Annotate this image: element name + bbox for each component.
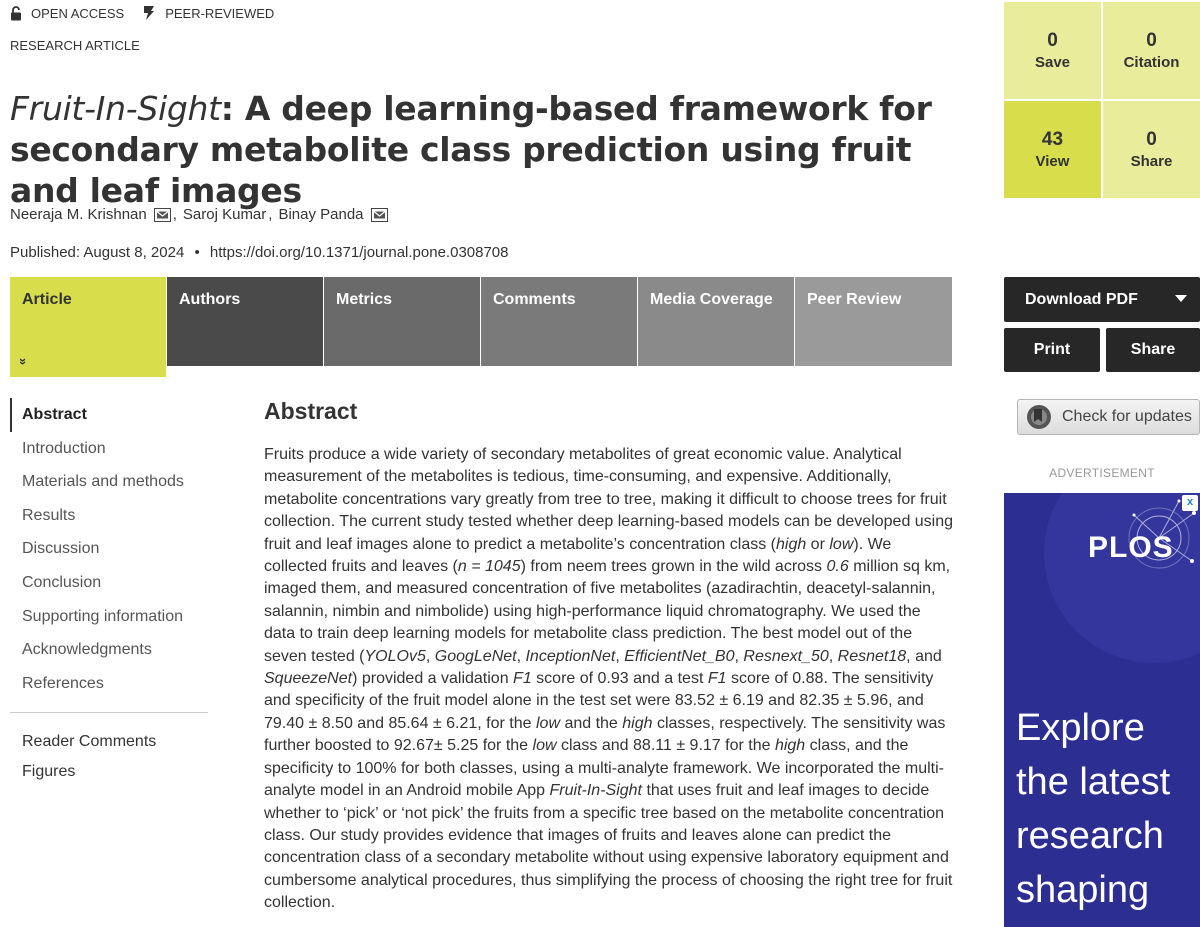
advertisement-label: ADVERTISEMENT xyxy=(1049,466,1155,480)
author-name[interactable]: Binay Panda xyxy=(278,206,364,223)
download-pdf-label: Download PDF xyxy=(1025,290,1138,308)
mail-icon[interactable] xyxy=(371,208,388,222)
tab-label: Media Coverage xyxy=(650,291,773,308)
tab-label: Authors xyxy=(179,291,241,308)
publication-info xyxy=(10,244,515,261)
tab-label: Article xyxy=(22,291,72,308)
tab-peer-review[interactable] xyxy=(795,277,952,366)
open-lock-icon xyxy=(10,6,22,21)
metric-value: 0 xyxy=(1146,30,1157,51)
toc-item-figures[interactable]: Figures xyxy=(22,762,76,780)
metric-save[interactable] xyxy=(1004,2,1101,99)
author-name[interactable]: Saroj Kumar xyxy=(182,206,267,223)
open-access-label: OPEN ACCESS xyxy=(31,5,125,21)
toc-item-introduction[interactable]: Introduction xyxy=(22,439,106,457)
toc-item-reader-comments[interactable]: Reader Comments xyxy=(22,733,157,751)
toc-divider xyxy=(10,712,208,713)
author-item[interactable] xyxy=(183,206,266,223)
tab-label: Metrics xyxy=(336,291,393,308)
metric-share[interactable] xyxy=(1103,101,1200,198)
metric-view[interactable] xyxy=(1004,101,1101,198)
peer-reviewed-badge xyxy=(142,5,274,21)
toc-item-discussion[interactable]: Discussion xyxy=(22,540,100,558)
chevron-down-icon: » xyxy=(16,357,32,366)
bullet-separator: • xyxy=(194,244,200,261)
check-for-updates-label: Check for updates xyxy=(1062,408,1192,425)
title-italic: Fruit-In-Sight xyxy=(10,89,221,128)
tab-label: Comments xyxy=(493,291,576,308)
close-icon[interactable]: x xyxy=(1182,495,1198,511)
metric-label: Citation xyxy=(1123,54,1180,71)
toc-item-materials-and-methods[interactable]: Materials and methods xyxy=(22,473,184,491)
article-metrics xyxy=(1004,2,1200,198)
peer-reviewed-label: PEER-REVIEWED xyxy=(165,5,275,21)
tab-comments[interactable] xyxy=(481,277,637,366)
access-badges xyxy=(10,4,292,22)
article-title xyxy=(10,88,950,211)
doi-link[interactable]: https://doi.org/10.1371/journal.pone.0308708 xyxy=(209,244,509,261)
table-of-contents xyxy=(10,398,208,786)
author-list xyxy=(10,206,388,223)
toc-item-references[interactable]: References xyxy=(22,674,104,692)
open-access-badge xyxy=(10,6,124,21)
plos-logo: PLOS xyxy=(1088,531,1174,564)
abstract-heading: Abstract xyxy=(264,398,358,424)
metric-value: 0 xyxy=(1146,129,1157,150)
tab-media-coverage[interactable] xyxy=(638,277,794,366)
metric-label: View xyxy=(1035,153,1070,170)
caret-down-icon[interactable] xyxy=(1175,295,1187,302)
tab-metrics[interactable] xyxy=(324,277,480,366)
author-separator: , xyxy=(172,206,177,223)
toc-item-acknowledgments[interactable]: Acknowledgments xyxy=(22,641,152,659)
metric-value: 43 xyxy=(1041,129,1064,150)
crossmark-icon xyxy=(1026,404,1052,430)
title-rest: : A deep learning-based framework for secondary metabolite class prediction using fruit and leaf images xyxy=(10,89,932,210)
toc-item-abstract[interactable]: Abstract xyxy=(10,398,208,432)
download-pdf-button[interactable] xyxy=(1004,277,1200,322)
author-name[interactable]: Neeraja M. Krishnan xyxy=(10,206,147,223)
tab-article[interactable] xyxy=(10,277,166,377)
author-item[interactable] xyxy=(278,206,387,223)
toc-item-conclusion[interactable]: Conclusion xyxy=(22,573,102,591)
article-tabs xyxy=(10,277,953,377)
toc-item-supporting-information[interactable]: Supporting information xyxy=(22,607,183,625)
action-buttons xyxy=(1004,328,1200,372)
print-button[interactable]: Print xyxy=(1004,328,1100,372)
metric-label: Share xyxy=(1130,153,1173,170)
tab-label: Peer Review xyxy=(807,291,902,308)
mail-icon[interactable] xyxy=(154,208,171,222)
tab-authors[interactable] xyxy=(167,277,323,366)
ad-tagline: Explore the latest research shaping xyxy=(1016,707,1171,911)
author-separator: , xyxy=(268,206,273,223)
check-for-updates-button[interactable] xyxy=(1017,399,1200,435)
share-button[interactable]: Share xyxy=(1106,328,1200,372)
advertisement-banner[interactable] xyxy=(1004,493,1200,927)
toc-item-results[interactable]: Results xyxy=(22,506,76,524)
article-type: RESEARCH ARTICLE xyxy=(10,38,140,53)
metric-citation[interactable] xyxy=(1103,2,1200,99)
author-item[interactable] xyxy=(10,206,171,223)
peer-reviewed-icon xyxy=(142,5,156,21)
abstract-text: Fruits produce a wide variety of secondary metabolites of great economic value. Analytical measurement of the metabolites is tedious, time-consuming, and expensive. Additionally, metabolite concentrations vary greatly from tree to tree, making it difficult to choose trees for fruit collection. The current study tested whether deep learning-based models can be developed using fruit and leaf images alone to predict a metabolite’s concentration class (high or low). We collected fruits and leaves (n = 1045) from neem trees grown in the wild across 0.6 million sq km, imaged them, and measured concentration of five metabolites (azadirachtin, deacetyl-salannin, salannin, nimbin and nimbolide) using high-performance liquid chromatography. We used the data to train deep learning models for metabolite class prediction. The best model out of the seven tested (YOLOv5, GoogLeNet, InceptionNet, EfficientNet_B0, Resnext_50, Resnet18, and SqueezeNet) provided a validation F1 score of 0.93 and a test F1 score of 0.88. The sensitivity and specificity of the fruit model alone in the test set were 83.52 ± 6.19 and 82.35 ± 5.96, and 79.40 ± 8.50 and 85.64 ± 6.21, for the low and the high classes, respectively. The sensitivity was further boosted to 92.67± 5.25 for the low class and 88.11 ± 9.17 for the high class, and the specificity to 100% for both classes, using a multi-analyte framework. We incorporated the multi-analyte model in an Android mobile App Fruit-In-Sight that uses fruit and leaf images to decide whether to ‘pick’ or ‘not pick’ the fruits from a specific tree based on the metabolite concentration class. Our study provides evidence that images of fruits and leaves alone can predict the concentration class of a secondary metabolite without using expensive laboratory equipment and cumbersome analytical procedures, thus simplifying the process of choosing the right tree for fruit collection. xyxy=(264,446,954,912)
metric-value: 0 xyxy=(1047,30,1058,51)
metric-label: Save xyxy=(1034,54,1071,71)
published-date: Published: August 8, 2024 xyxy=(10,244,185,261)
